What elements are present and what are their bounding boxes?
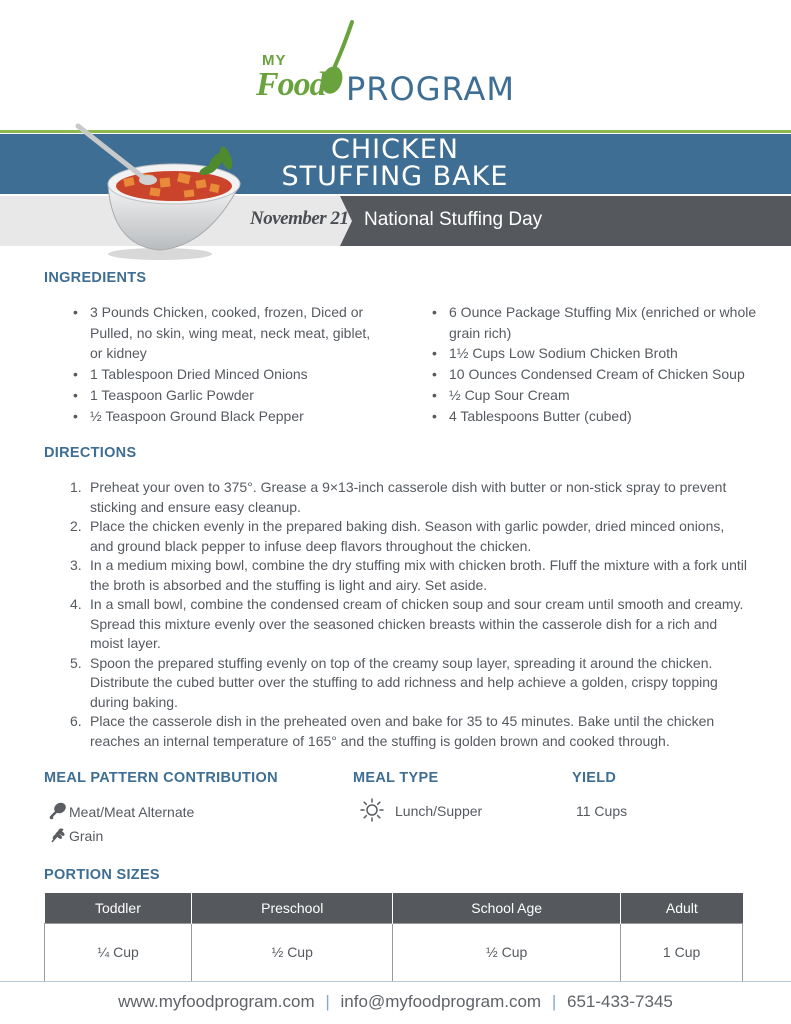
step-text: Preheat your oven to 375°. Grease a 9×13-inch casserole dish with butter or non-stick spray to prevent sticking and ensure easy cleanup. (90, 479, 727, 515)
recipe-title-line1: CHICKEN (331, 134, 459, 165)
list-item: • 3 Pounds Chicken, cooked, frozen, Diced or Pulled, no skin, wing meat, neck meat, giblet, or kidney (73, 302, 383, 364)
meal-pattern-heading: MEAL PATTERN CONTRIBUTION (44, 770, 278, 786)
step-number: 3. (70, 557, 82, 573)
logo-program-text: PROGRAM (346, 70, 515, 108)
footer-email-link[interactable]: info@myfoodprogram.com (340, 992, 542, 1011)
logo-my-text: MY (262, 52, 287, 69)
list-item: • ½ Cup Sour Cream (432, 385, 762, 406)
column-header: Adult (621, 893, 743, 923)
step-text: In a small bowl, combine the condensed cream of chicken soup and sour cream until smooth and creamy. Spread this mixture evenly over the seasoned chicken breasts within the casserole dish for a rich and moist layer. (90, 596, 744, 651)
table-row (45, 923, 743, 981)
ingredients-heading: INGREDIENTS (44, 270, 147, 286)
direction-step (66, 712, 751, 751)
column-header: School Age (393, 893, 621, 923)
step-text: In a medium mixing bowl, combine the dry stuffing mix with chicken broth. Fluff the mixture with a fork until the broth is absorbed and the stuffing is light and airy. Set aside. (90, 557, 747, 593)
footer-website-link[interactable]: www.myfoodprogram.com (118, 992, 315, 1011)
column-header: Toddler (45, 893, 192, 923)
table-cell: ¼ Cup (45, 923, 192, 981)
yield-value: 11 Cups (576, 803, 628, 819)
occasion-label: National Stuffing Day (364, 209, 543, 230)
step-number: 6. (70, 713, 82, 729)
wheat-icon (49, 826, 67, 844)
footer-separator: | (551, 992, 557, 1011)
recipe-date: November 21 (250, 208, 349, 229)
footer-divider (0, 981, 791, 982)
list-item: • 1½ Cups Low Sodium Chicken Broth (432, 343, 762, 364)
directions-list (66, 478, 751, 751)
recipe-title (230, 136, 560, 190)
recipe-title-line2: STUFFING BAKE (281, 161, 509, 192)
footer-phone[interactable]: 651-433-7345 (566, 992, 673, 1011)
direction-step (66, 556, 751, 595)
step-text: Place the chicken evenly in the prepared baking dish. Season with garlic powder, dried minced onions, and ground black pepper to infuse deep flavors throughout the chicken. (90, 518, 725, 554)
table-header-row (45, 893, 743, 923)
direction-step (66, 654, 751, 713)
step-number: 1. (70, 479, 82, 495)
meal-pattern-grain: Grain (69, 828, 104, 844)
step-number: 5. (70, 654, 82, 671)
step-number: 4. (70, 596, 82, 612)
ingredients-list-right (432, 302, 762, 426)
list-item: • 10 Ounces Condensed Cream of Chicken Soup (432, 364, 762, 385)
meal-type-value: Lunch/Supper (395, 803, 483, 819)
step-text: Spoon the prepared stuffing evenly on top of the creamy soup layer, spreading it around the chicken. Distribute the cubed butter over the stuffing to add richness and help achieve a golden, crispy topping during baking. (90, 654, 718, 710)
sun-icon (360, 798, 384, 822)
table-cell: ½ Cup (192, 923, 393, 981)
drumstick-icon (49, 802, 67, 820)
table-cell: ½ Cup (393, 923, 621, 981)
step-number: 2. (70, 518, 82, 534)
meal-pattern-meat: Meat/Meat Alternate (69, 804, 195, 820)
meal-type-heading: MEAL TYPE (353, 770, 439, 786)
yield-heading: YIELD (572, 770, 617, 786)
portion-sizes-table (44, 893, 743, 982)
directions-heading: DIRECTIONS (44, 445, 137, 461)
list-item: • 4 Tablespoons Butter (cubed) (432, 406, 762, 427)
step-text: Place the casserole dish in the preheated oven and bake for 35 to 45 minutes. Bake until the chicken reaches an internal temperature of 165° and the stuffing is golden brown and cooked through. (90, 713, 715, 749)
list-item: • ½ Teaspoon Ground Black Pepper (73, 406, 383, 427)
footer-separator: | (325, 992, 330, 1011)
casserole-bowl-illustration (68, 118, 248, 268)
footer (0, 992, 791, 1012)
list-item: • 1 Teaspoon Garlic Powder (73, 385, 383, 406)
column-header: Preschool (192, 893, 393, 923)
list-item: • 1 Tablespoon Dried Minced Onions (73, 364, 383, 385)
portion-sizes-heading: PORTION SIZES (44, 867, 160, 883)
list-item: • 6 Ounce Package Stuffing Mix (enriched or whole grain rich) (432, 302, 762, 343)
table-cell: 1 Cup (621, 923, 743, 981)
direction-step (66, 478, 751, 517)
direction-step (66, 595, 751, 654)
logo-food-text: Food (256, 66, 326, 103)
direction-step (66, 517, 751, 556)
logo (256, 20, 546, 110)
ingredients-list-left (73, 302, 383, 426)
